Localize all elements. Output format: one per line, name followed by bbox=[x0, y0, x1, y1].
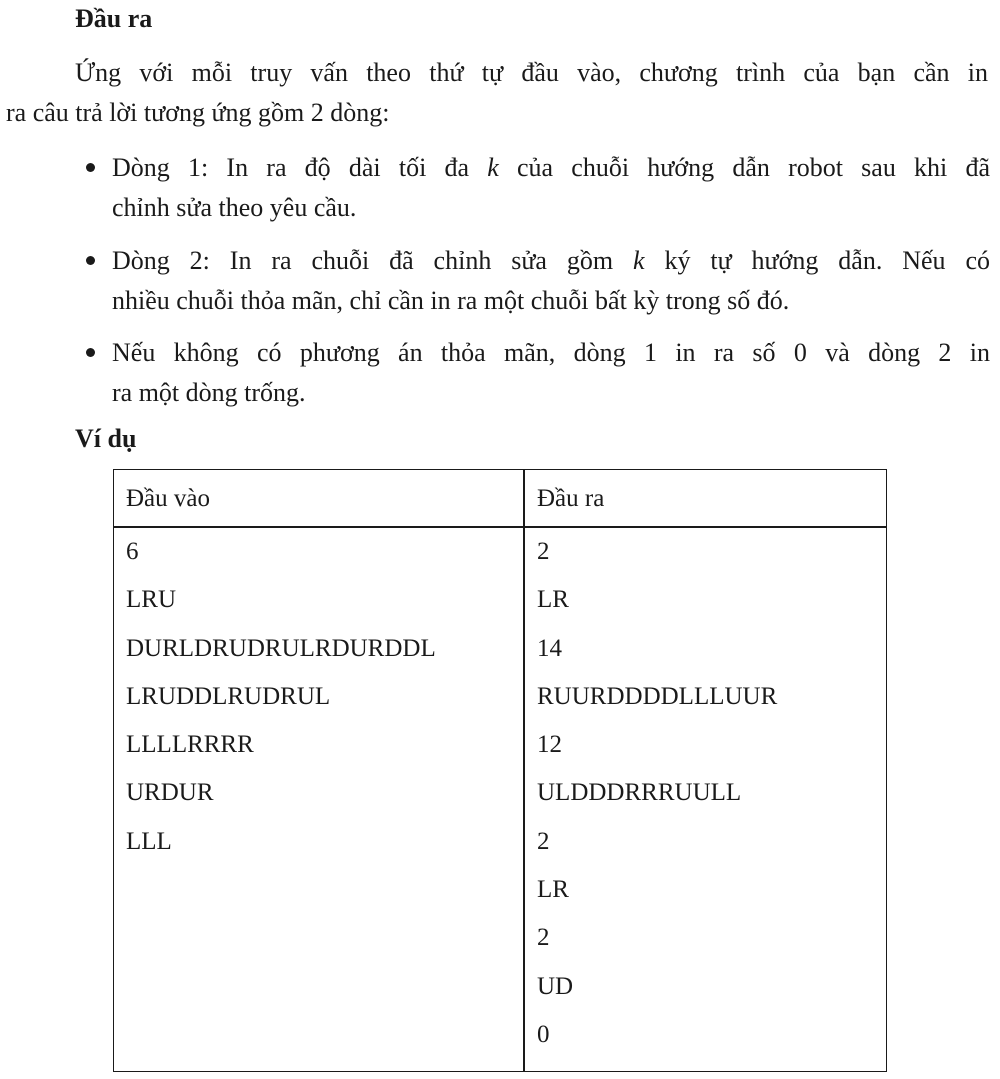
intro-paragraph-line-1: Ứng với mỗi truy vấn theo thứ tự đầu vào, chương trình của bạn cần in bbox=[75, 58, 988, 87]
output-line: LR bbox=[537, 876, 569, 904]
input-line: LLL bbox=[126, 827, 172, 855]
input-line: LLLLRRRR bbox=[126, 731, 254, 759]
bullet-icon bbox=[86, 256, 95, 265]
bullet-icon bbox=[86, 163, 95, 172]
output-line: 0 bbox=[537, 1020, 550, 1048]
table-header-output: Đầu ra bbox=[537, 485, 605, 512]
bullet-item-line1-requirement: Dòng 1: In ra độ dài tối đa k của chuỗi hướng dẫn robot sau khi đã chỉnh sửa theo yêu cầu. bbox=[112, 153, 990, 222]
example-heading: Ví dụ bbox=[75, 424, 137, 453]
table-header-input: Đầu vào bbox=[126, 485, 210, 512]
input-line: DURLDRUDRULRDURDDL bbox=[126, 634, 436, 662]
intro-paragraph-line-2: ra câu trả lời tương ứng gồm 2 dòng: bbox=[6, 98, 390, 127]
section-heading-output: Đầu ra bbox=[75, 4, 153, 33]
bullet-icon bbox=[86, 348, 95, 357]
output-line: RUURDDDDLLLUUR bbox=[537, 682, 778, 710]
output-line: ULDDDRRRUULL bbox=[537, 779, 742, 807]
example-table bbox=[113, 469, 887, 1072]
bullet-item-no-solution: Nếu không có phương án thỏa mãn, dòng 1 in ra số 0 và dòng 2 in ra một dòng trống. bbox=[112, 338, 990, 407]
bullet-item-line2-requirement: Dòng 2: In ra chuỗi đã chỉnh sửa gồm k ký tự hướng dẫn. Nếu có nhiều chuỗi thỏa mãn, chỉ cần in ra một chuỗi bất kỳ trong số đó. bbox=[112, 246, 990, 315]
input-column bbox=[126, 537, 436, 875]
input-line: URDUR bbox=[126, 779, 214, 807]
input-line: LRUDDLRUDRUL bbox=[126, 682, 331, 710]
input-line: 6 bbox=[126, 538, 139, 565]
output-line: 12 bbox=[537, 731, 562, 759]
output-line: 2 bbox=[537, 924, 550, 952]
output-column bbox=[537, 537, 777, 1068]
output-line: LR bbox=[537, 586, 569, 614]
input-line: LRU bbox=[126, 586, 176, 614]
table-header-divider bbox=[114, 526, 886, 528]
output-line: 2 bbox=[537, 538, 550, 565]
output-line: UD bbox=[537, 972, 574, 1000]
output-line: 2 bbox=[537, 827, 550, 855]
output-line: 14 bbox=[537, 634, 562, 662]
table-column-divider bbox=[523, 470, 525, 1071]
